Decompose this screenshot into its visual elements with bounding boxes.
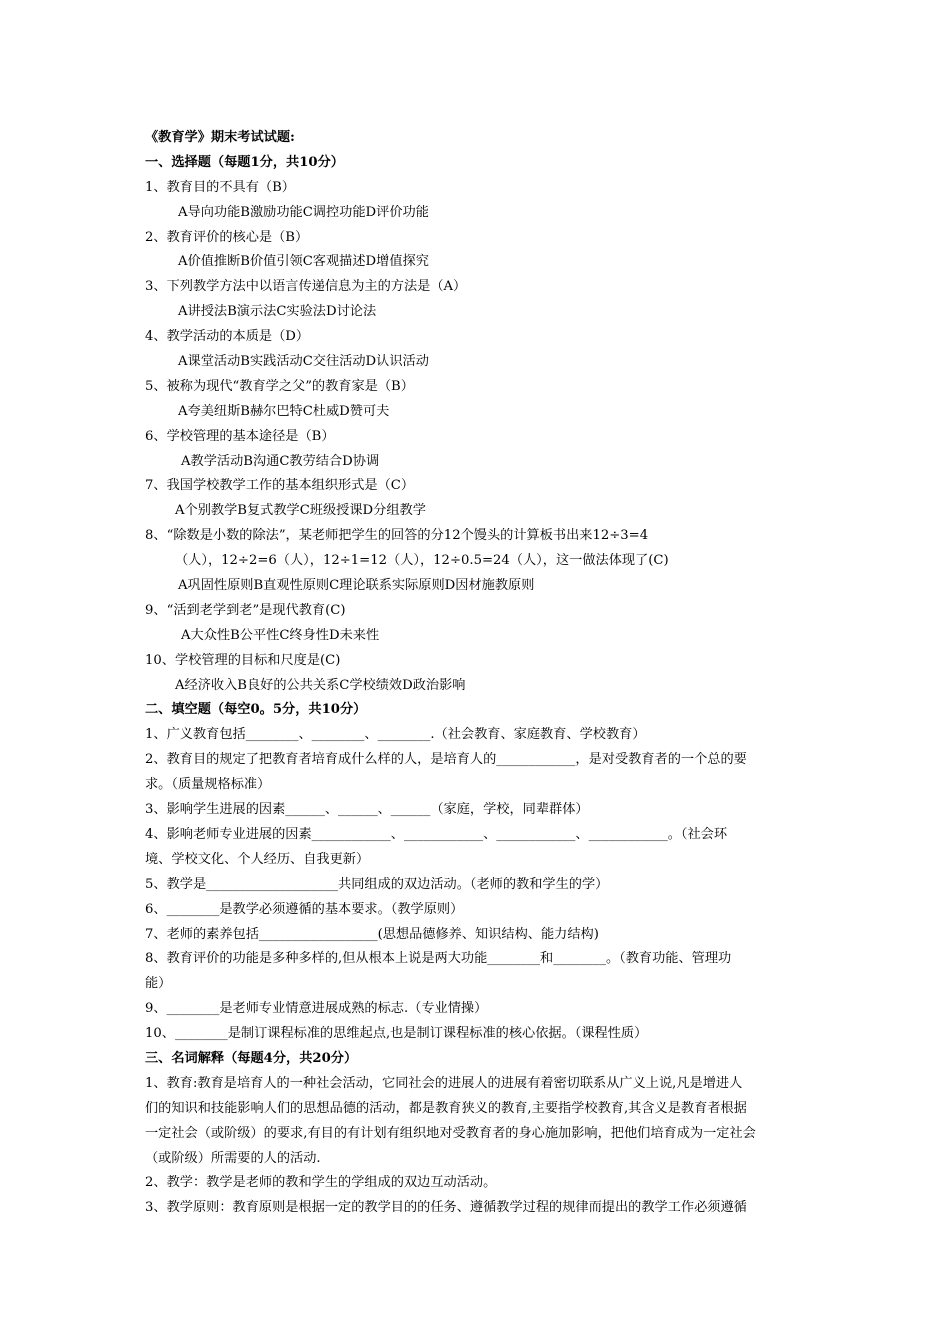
document-content: [145, 126, 805, 1221]
text-line: 3、下列教学方法中以语言传递信息为主的方法是（A）: [145, 279, 467, 295]
text-line: 们的知识和技能影响人们的思想品德的活动，都是教育狭义的教育,主要指学校教育,其含义是教育者根据: [145, 1100, 747, 1116]
text-line: 1、教育目的不具有（B）: [145, 179, 295, 195]
text-line: 10、学校管理的目标和尺度是(C): [145, 652, 341, 668]
document-lines: [145, 151, 805, 1221]
text-line: 能）: [145, 976, 172, 992]
answer-options: A导向功能B激励功能C调控功能D评价功能: [178, 204, 429, 220]
answer-options: A经济收入B良好的公共关系C学校绩效D政治影响: [175, 677, 466, 693]
text-line: 10、________是制订课程标准的思维起点,也是制订课程标准的核心依据。（课程性质）: [145, 1026, 648, 1042]
text-line: 求。（质量规格标准）: [145, 777, 271, 793]
text-line: 9、________是老师专业情意进展成熟的标志.（专业情操）: [145, 1001, 488, 1017]
section-heading: 三、名词解释（每题4分，共20分）: [145, 1050, 358, 1066]
text-line: 一定社会（或阶级）的要求,有目的有计划有组织地对受教育者的身心施加影响，把他们培育成为一定社会: [145, 1125, 756, 1141]
document-title: 《教育学》期末考试试题:: [145, 130, 295, 145]
text-line: 1、教育:教育是培育人的一种社会活动，它同社会的进展人的进展有着密切联系从广义上说,凡是增进人: [145, 1075, 743, 1091]
answer-options: A巩固性原则B直观性原则C理论联系实际原则D因材施教原则: [178, 578, 535, 594]
section-heading: 二、填空题（每空0。5分，共10分）: [145, 702, 367, 718]
answer-options: A价值推断B价值引领C客观描述D增值探究: [178, 254, 429, 270]
answer-options: A大众性B公平性C终身性D未来性: [181, 627, 380, 643]
text-line: 5、被称为现代“教育学之父”的教育家是（B）: [145, 378, 414, 394]
text-line: 1、广义教育包括________、________、________.（社会教育、家庭教育、学校教育）: [145, 727, 646, 743]
text-line: 6、学校管理的基本途径是（B）: [145, 428, 335, 444]
text-line: 4、教学活动的本质是（D）: [145, 329, 310, 345]
text-line: （或阶级）所需要的人的活动.: [145, 1150, 321, 1166]
text-line: 4、影响老师专业进展的因素____________、____________、____________、____________。（社会环: [145, 826, 728, 842]
text-line: 3、影响学生进展的因素______、______、______（家庭，学校，同辈群体）: [145, 802, 589, 818]
answer-options: A夸美纽斯B赫尔巴特C杜威D赞可夫: [178, 403, 390, 419]
text-line: 6、________是教学必须遵循的基本要求。（教学原则）: [145, 901, 464, 917]
answer-options: A讲授法B演示法C实验法D讨论法: [178, 304, 377, 320]
text-line: 5、教学是____________________共同组成的双边活动。（老师的教和学生的学）: [145, 876, 609, 892]
answer-options: A课堂活动B实践活动C交往活动D认识活动: [178, 354, 429, 370]
text-line: 9、“活到老学到老”是现代教育(C): [145, 602, 346, 618]
text-line: 2、教育目的规定了把教育者培育成什么样的人，是培育人的____________，是对受教育者的一个总的要: [145, 752, 747, 768]
text-line: 2、教学：教学是老师的教和学生的学组成的双边互动活动。: [145, 1175, 497, 1191]
section-heading: 一、选择题（每题1分，共10分）: [145, 154, 344, 170]
text-line: 2、教育评价的核心是（B）: [145, 229, 309, 245]
answer-options: A教学活动B沟通C教劳结合D协调: [181, 453, 380, 469]
text-line: 7、我国学校教学工作的基本组织形式是（C）: [145, 478, 415, 494]
text-line: 8、“除数是小数的除法”，某老师把学生的回答的分12个馒头的计算板书出来12÷3=4: [145, 528, 649, 544]
text-line: 3、教学原则：教育原则是根据一定的教学目的的任务、遵循教学过程的规律而提出的教学工作必须遵循: [145, 1200, 747, 1216]
text-line: 7、老师的素养包括__________________(思想品德修养、知识结构、能力结构): [145, 926, 599, 942]
text-line: 8、教育评价的功能是多种多样的,但从根本上说是两大功能________和________。（教育功能、管理功: [145, 951, 732, 967]
text-line: 境、学校文化、个人经历、自我更新）: [145, 851, 370, 867]
answer-options: （人），12÷2=6（人），12÷1=12（人），12÷0.5=24（人），这一做法体现了(C): [175, 553, 669, 569]
answer-options: A个别教学B复式教学C班级授课D分组教学: [175, 503, 426, 519]
